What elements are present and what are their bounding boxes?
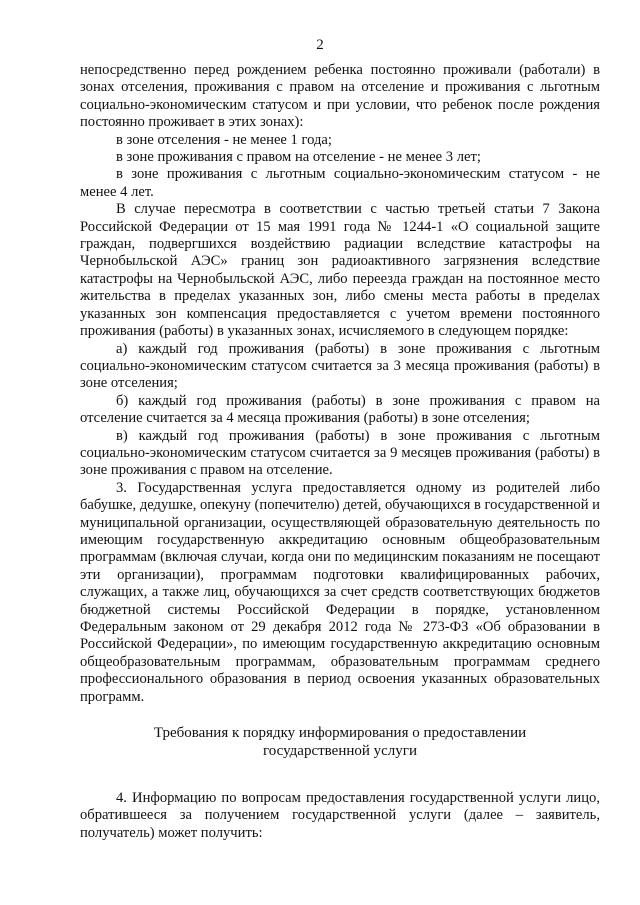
- paragraph-item-a: а) каждый год проживания (работы) в зоне проживания с льготным социально-экономическим статусом считается за 3 месяца проживания (работы) в зоне отселения;: [80, 340, 600, 392]
- paragraph-zone-revision: В случае пересмотра в соответствии с частью третьей статьи 7 Закона Российской Федерации от 15 мая 1991 года № 1244-1 «О социальной защите граждан, подвергшихся воздействию радиации вследствие катастрофы на Чернобыльской АЭС» границ зон радиоактивного загрязнения вследствие катастрофы на Чернобыльской АЭС, либо переезда граждан на постоянное место жительства в пределах указанных зон, либо смены места работы в пределах указанных зон компенсация предоставляется с учетом времени постоянного проживания (работы) в указанных зонах, исчисляемого в следующем порядке:: [80, 201, 600, 340]
- paragraph-item-v: в) каждый год проживания (работы) в зоне проживания с льготным социально-экономическим статусом считается за 9 месяцев проживания (работы) в зоне проживания с правом на отселение.: [80, 427, 600, 479]
- section-heading-line-2: государственной услуги: [263, 743, 417, 760]
- page-number: 2: [316, 37, 324, 53]
- paragraph-clause-3: 3. Государственная услуга предоставляется одному из родителей либо бабушке, дедушке, опекуну (попечителю) детей, обучающихся в государственной и муниципальной организации, осуществляющей образовательную деятельность по имеющим государственную аккредитацию основным общеобразовательным программам (включая случаи, когда они по медицинским показаниям не посещают эти организации), программам подготовки квалифицированных рабочих, служащих, а также лиц, обучающихся за счет средств соответствующих бюджетов бюджетной системы Российской Федерации в порядке, установленном Федеральным законом от 29 декабря 2012 года № 273-ФЗ «Об образовании в Российской Федерации», по имеющим государственную аккредитацию основным общеобразовательным программам, образовательным программам среднего профессионального образования в период освоения указанных образовательных программ.: [80, 479, 600, 705]
- paragraph-right-to-resettle-zone: в зоне проживания с правом на отселение - не менее 3 лет;: [116, 149, 481, 166]
- paragraph-preferential-status-zone: в зоне проживания с льготным социально-экономическим статусом - не менее 4 лет.: [80, 166, 600, 200]
- document-body: [80, 62, 600, 842]
- paragraph-continuation: непосредственно перед рождением ребенка постоянно проживали (работали) в зонах отселения, проживания с правом на отселение и проживания с льготным социально-экономическим статусом и при условии, что ребенок после рождения постоянно проживает в этих зонах):: [80, 62, 600, 131]
- paragraph-resettlement-zone: в зоне отселения - не менее 1 года;: [116, 131, 332, 148]
- paragraph-clause-4: 4. Информацию по вопросам предоставления государственной услуги лицо, обратившееся за получением государственной услуги (далее – заявитель, получатель) может получить:: [80, 790, 600, 841]
- section-heading: [80, 724, 600, 760]
- paragraph-item-b: б) каждый год проживания (работы) в зоне проживания с правом на отселение считается за 4 месяца проживания (работы) в зоне отселения;: [80, 392, 600, 427]
- section-heading-line-1: Требования к порядку информирования о предоставлении: [153, 725, 527, 742]
